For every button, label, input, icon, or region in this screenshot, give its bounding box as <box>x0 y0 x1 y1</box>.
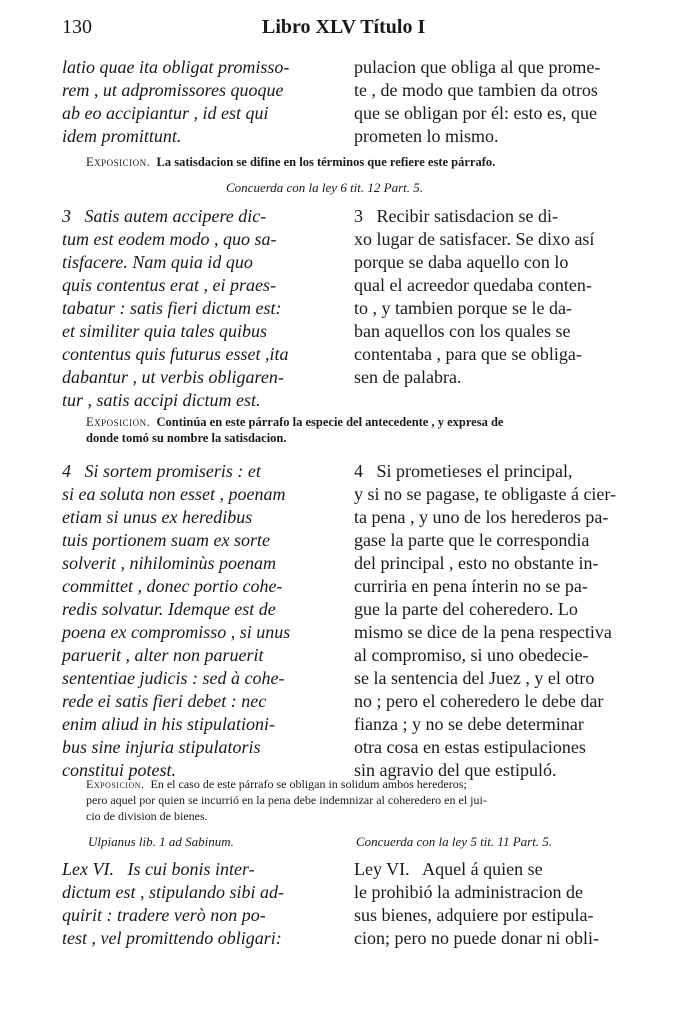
exposicion-2 <box>86 414 622 446</box>
latin-text-block-3: 4 Si sortem promiseris : et si ea soluta non esset , poenam etiam si unus ex heredibus tuis portionem suam ex sorte solverit , nihilominùs poenam committet , donec portio cohe- redis solvatur. Idemque est de poena ex compromisso , si unus paruerit , alter non paruerit sententiae judicis : sed à cohe- rede ei satis fieri debet : nec enim aliud in his stipulationi- bus sine injuria stipulatoris constitui potest. <box>62 461 291 780</box>
source-citation-spanish: Concuerda con la ley 5 tit. 11 Part. 5. <box>356 834 553 849</box>
exposicion-label: Exposicion. <box>86 415 151 429</box>
spanish-text-block-3: 4 Si prometieses el principal, y si no se pagase, te obligaste á cier- ta pena , y uno de los herederos pa- gase la parte que le correspondia del principal , esto no obstante in- curriria en pena ínterin no se pa- gue la parte del coheredero. Lo mismo se dice de la pena respectiva al compromiso, si uno obedecie- se la sentencia del Juez , y el otro no ; pero el coheredero le debe dar fianza ; y no se debe determinar otra cosa en estas estipulaciones sin agravio del que estipuló. <box>354 461 617 780</box>
running-title: Libro XLV Título I <box>262 16 426 38</box>
exposicion-text: En el caso de este párrafo se obligan in solidum ambos herederos; pero aquel por quien se incurrió en la pena debe indemnizar al coheredero en el jui- cio de division de bienes. <box>86 777 487 823</box>
exposicion-1 <box>86 154 622 170</box>
concordance-1: Concuerda con la ley 6 tit. 12 Part. 5. <box>226 180 424 195</box>
latin-text-block-1: latio quae ita obligat promisso- rem , ut adpromissores quoque ab eo accipiantur , id est qui idem promittunt. <box>62 57 290 146</box>
latin-text-block-2: 3 Satis autem accipere dic- tum est eodem modo , quo sa- tisfacere. Nam quia id quo quis contentus erat , ei praes- tabatur : satis fieri dictum est: et similiter quia tales quibus contentus quis futurus esset ,ita dabantur , ut verbis obligaren- tur , satis accipi dictum est. <box>62 206 289 410</box>
exposicion-text: Continúa en este párrafo la especie del antecedente , y expresa de donde tomó su nombre la satisdacion. <box>86 415 504 445</box>
source-citation-latin: Ulpianus lib. 1 ad Sabinum. <box>88 834 234 849</box>
exposicion-3 <box>86 776 622 824</box>
page-number: 130 <box>62 16 92 38</box>
exposicion-label: Exposicion. <box>86 155 151 169</box>
exposicion-label: Exposicion. <box>86 777 145 791</box>
page-header <box>62 16 622 46</box>
exposicion-text: La satisdacion se difine en los términos que refiere este párrafo. <box>150 155 496 169</box>
spanish-text-block-4: Ley VI. Aquel á quien se le prohibió la administracion de sus bienes, adquiere por estipula- cion; pero no puede donar ni obli- <box>354 859 599 948</box>
latin-text-block-4: Lex VI. Is cui bonis inter- dictum est , stipulando sibi ad- quirit : tradere verò non po- test , vel promittendo obligari: <box>62 859 284 948</box>
spanish-text-block-2: 3 Recibir satisdacion se di- xo lugar de satisfacer. Se dixo así porque se daba aquello con lo qual el acreedor quedaba conten- to , y tambien porque se le da- ban aquellos con los quales se contentaba , para que se obliga- sen de palabra. <box>354 206 595 387</box>
spanish-text-block-1: pulacion que obliga al que prome- te , de modo que tambien da otros que se obligan por él: esto es, que prometen lo mismo. <box>354 57 601 146</box>
